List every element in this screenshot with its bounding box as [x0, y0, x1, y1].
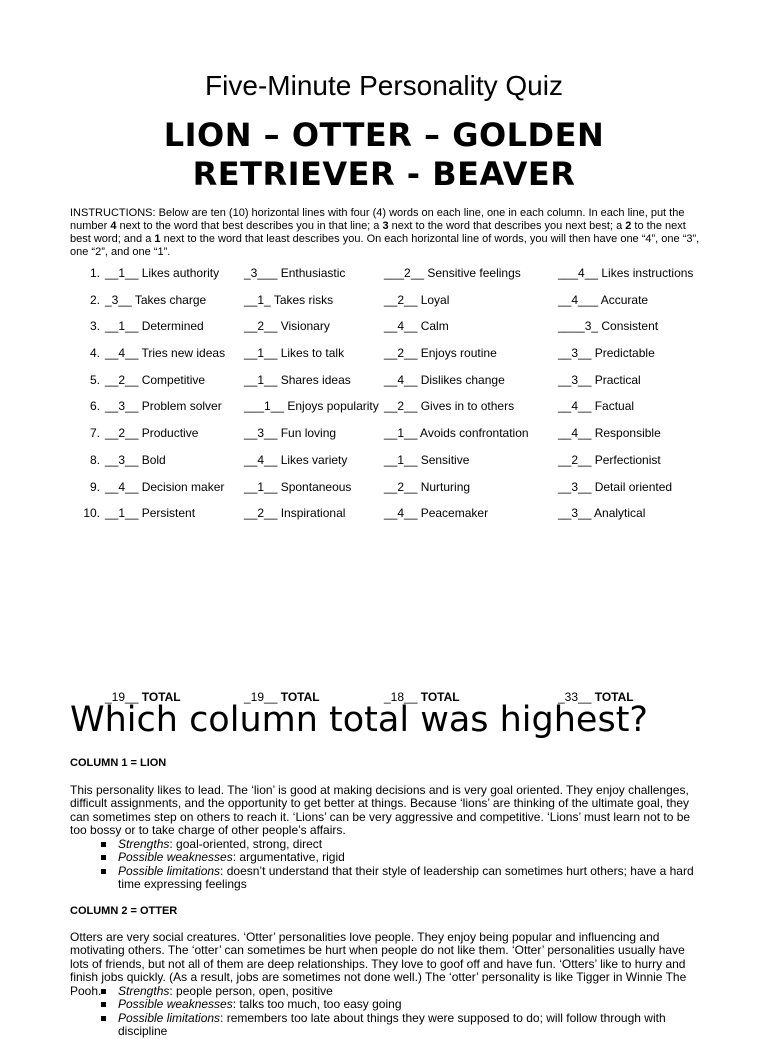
- instructions-number: 3: [382, 220, 389, 232]
- lion-traits-list: [104, 838, 704, 892]
- golden-retriever-answer: __4__ Peacemaker: [384, 506, 489, 521]
- row-number: 5.: [89, 372, 100, 387]
- trait-label: Strengths: [118, 984, 170, 998]
- otter-answer: __2__ Visionary: [244, 319, 330, 334]
- otter-answer: __4__ Likes variety: [244, 452, 348, 467]
- trait-label: Possible limitations: [118, 863, 221, 878]
- total-score: _18__: [384, 690, 421, 704]
- beaver-answer: __3__ Detail oriented: [558, 479, 673, 494]
- total-score: _19__: [105, 690, 142, 704]
- beaver-answer: __4__ Responsible: [558, 426, 661, 441]
- beaver-answer: ____3_ Consistent: [558, 319, 659, 334]
- lion-answer: __1__ Likes authority: [105, 266, 220, 280]
- row-number: 10.: [83, 506, 100, 521]
- list-item: [104, 985, 704, 998]
- otter-answer: __1_ Takes risks: [244, 292, 334, 307]
- quiz-table: [70, 266, 730, 533]
- trait-label: Strengths: [118, 837, 170, 851]
- quiz-row: [70, 293, 730, 320]
- row-number: 7.: [89, 426, 100, 441]
- animal-types-heading-line-1: LION – OTTER – GOLDEN: [163, 116, 605, 154]
- trait-text: : people person, open, positive: [169, 984, 333, 998]
- trait-text: : remembers too late about things they were supposed to do; will follow through with discipline: [118, 1010, 666, 1039]
- golden-retriever-answer: __1__ Sensitive: [384, 452, 470, 467]
- lion-answer: __3__ Bold: [105, 452, 166, 467]
- golden-retriever-answer: __1__ Avoids confrontation: [384, 426, 529, 441]
- lion-description: This personality likes to lead. The ‘lion’ is good at making decisions and is very goal oriented. They enjoy challenges, difficult assignments, and the opportunity to get better at things. Because ‘lions’ are thinking of the ultimate goal, they can sometimes step on others to reach it. ‘Lions’ can be very aggressive and competitive. ‘Lions’ must learn not to be too bossy or to take charge of other people’s affairs.: [70, 783, 691, 838]
- trait-text: : doesn’t understand that their style of leadership can sometimes hurt others; have a hard time expressing feelings: [118, 863, 694, 892]
- row-number: 1.: [89, 266, 100, 280]
- golden-retriever-answer: __2__ Enjoys routine: [384, 346, 497, 361]
- otter-section-heading: COLUMN 2 = OTTER: [70, 905, 178, 917]
- quiz-row: [70, 373, 730, 400]
- quiz-row: [70, 319, 730, 346]
- quiz-row: [70, 480, 730, 507]
- lion-answer: __1__ Determined: [105, 319, 204, 334]
- total-score: _19__: [244, 690, 281, 704]
- lion-answer: __2__ Productive: [105, 426, 199, 441]
- lion-answer: __4__ Tries new ideas: [105, 346, 226, 361]
- beaver-answer: __3__ Analytical: [558, 506, 646, 521]
- trait-text: : talks too much, too easy going: [232, 997, 402, 1012]
- list-item: [104, 865, 704, 892]
- golden-retriever-answer: __4__ Calm: [384, 319, 449, 334]
- total-label: TOTAL: [280, 690, 320, 704]
- lion-answer: _3__ Takes charge: [105, 292, 207, 307]
- instructions-part: next to the word that describes you next best; a: [388, 220, 626, 232]
- beaver-answer: __2__ Perfectionist: [558, 452, 661, 467]
- otter-answer: __1__ Spontaneous: [244, 479, 352, 494]
- quiz-row: [70, 426, 730, 453]
- otter-answer: __3__ Fun loving: [244, 426, 337, 441]
- trait-text: : argumentative, rigid: [232, 850, 345, 865]
- otter-answer: _3___ Enthusiastic: [244, 266, 346, 280]
- list-item: [104, 1012, 704, 1039]
- animal-types-heading: [0, 116, 768, 194]
- instructions-number: 1: [154, 233, 161, 245]
- list-item: [104, 998, 704, 1011]
- list-item: [104, 851, 704, 864]
- quiz-row: [70, 399, 730, 426]
- golden-retriever-answer: __2__ Gives in to others: [384, 399, 515, 414]
- trait-label: Possible weaknesses: [118, 997, 233, 1012]
- otter-answer: __1__ Likes to talk: [244, 346, 345, 361]
- list-item: [104, 838, 704, 851]
- total-score: _33__: [558, 690, 595, 704]
- lion-answer: __2__ Competitive: [105, 372, 206, 387]
- lion-answer: __1__ Persistent: [105, 506, 196, 521]
- total-label: TOTAL: [594, 690, 634, 704]
- instructions-part: to the next best word; and a: [70, 220, 686, 245]
- instructions-part: next to the word that least describes you. On each horizontal line of words, you will then have one “4”, one “3”, one “2”, and one “1”.: [70, 233, 700, 258]
- row-number: 6.: [89, 399, 100, 414]
- beaver-answer: __3__ Predictable: [558, 346, 655, 361]
- golden-retriever-answer: ___2__ Sensitive feelings: [384, 266, 521, 280]
- beaver-answer: __3__ Practical: [558, 372, 641, 387]
- instructions-number: 2: [625, 220, 632, 232]
- otter-answer: __2__ Inspirational: [244, 506, 346, 521]
- row-number: 2.: [89, 292, 100, 307]
- beaver-answer: __4___ Accurate: [558, 292, 649, 307]
- golden-retriever-answer: __4__ Dislikes change: [384, 372, 505, 387]
- instructions-part: INSTRUCTIONS: Below are ten (10) horizontal lines with four (4) words on each line, one in each column. In each line, put the number: [70, 207, 685, 232]
- row-number: 8.: [89, 452, 100, 467]
- trait-label: Possible weaknesses: [118, 850, 233, 865]
- quiz-row: [70, 453, 730, 480]
- row-number: 4.: [89, 346, 100, 361]
- instructions-text: [70, 207, 702, 259]
- total-label: TOTAL: [420, 690, 460, 704]
- otter-answer: __1__ Shares ideas: [244, 372, 351, 387]
- row-number: 9.: [89, 479, 100, 494]
- otter-answer: ___1__ Enjoys popularity: [244, 399, 379, 414]
- instructions-number: 4: [110, 220, 117, 232]
- results-heading: Which column total was highest?: [70, 700, 648, 740]
- beaver-answer: __4__ Factual: [558, 399, 635, 414]
- animal-types-heading-line-2: RETRIEVER - BEAVER: [192, 155, 576, 193]
- quiz-row: [70, 266, 730, 293]
- lion-section-heading: COLUMN 1 = LION: [70, 757, 167, 769]
- trait-label: Possible limitations: [118, 1010, 221, 1025]
- row-number: 3.: [89, 319, 100, 334]
- lion-answer: __4__ Decision maker: [105, 479, 225, 494]
- total-label: TOTAL: [141, 690, 181, 704]
- lion-answer: __3__ Problem solver: [105, 399, 222, 414]
- otter-traits-list: [104, 985, 704, 1039]
- golden-retriever-answer: __2__ Nurturing: [384, 479, 471, 494]
- otter-description: Otters are very social creatures. ‘Otter’ personalities love people. They enjoy being popular and influencing and motivating others. The ‘otter’ can sometimes be hurt when people do not like them. ‘Otter’ personalities usually have lots of friends, but not all of them are deep relationships. They love to goof off and have fun. ‘Otters’ like to hurry and finish jobs quickly. (As a result, jobs are sometimes not done well.) The ‘otter’ personality is like Tigger in Winnie The Pooh.: [70, 930, 687, 998]
- instructions-part: next to the word that best describes you in that line; a: [116, 220, 383, 232]
- golden-retriever-answer: __2__ Loyal: [384, 292, 450, 307]
- quiz-row: [70, 346, 730, 373]
- quiz-row: [70, 506, 730, 533]
- beaver-answer: ___4__ Likes instructions: [558, 266, 694, 280]
- quiz-title: Five-Minute Personality Quiz: [205, 70, 563, 101]
- trait-text: : goal-oriented, strong, direct: [169, 837, 323, 851]
